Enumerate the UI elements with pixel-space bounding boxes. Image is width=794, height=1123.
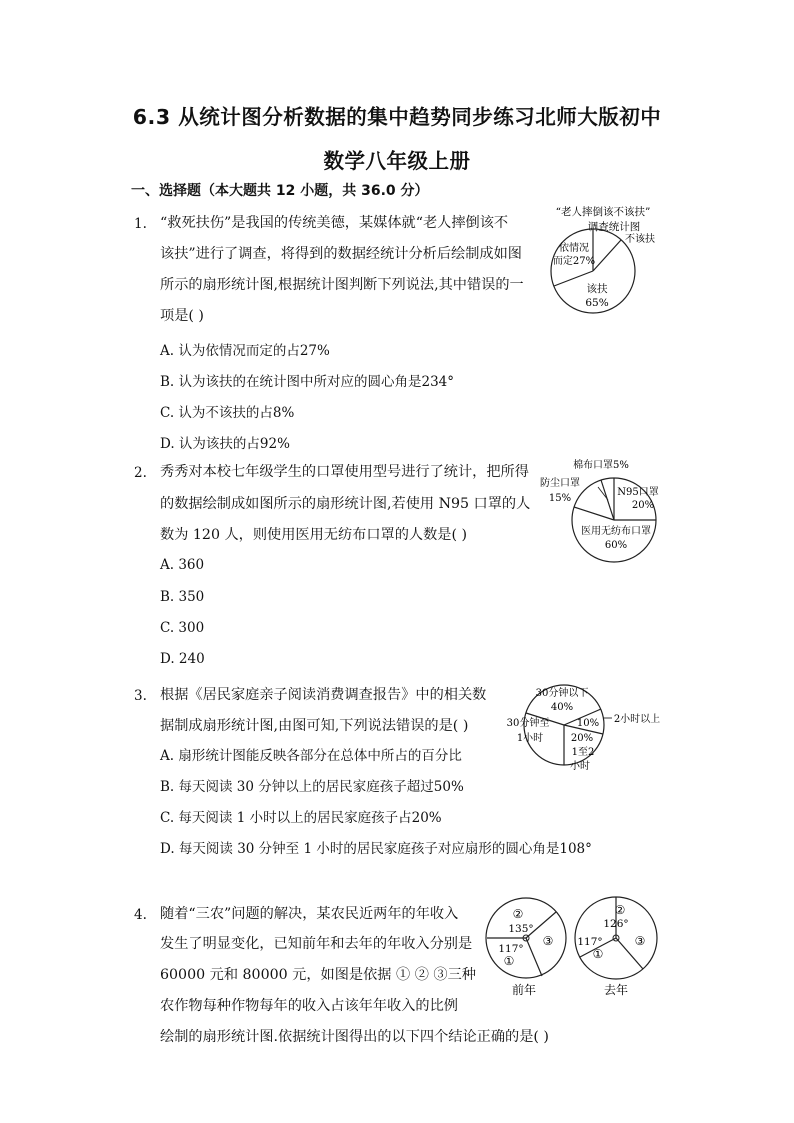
pie-divider [526, 938, 542, 976]
slice-label: 65% [585, 297, 609, 309]
option-d[interactable]: D. 每天阅读 30 分钟至 1 小时的居民家庭孩子对应扇形的圆心角是108° [160, 841, 592, 857]
option-a[interactable]: A. 扇形统计图能反映各部分在总体中所占的百分比 [160, 748, 462, 764]
slice-label: 不该扶 [625, 234, 655, 245]
slice-label: 60% [604, 540, 628, 551]
slice-label: ③ [634, 934, 646, 948]
pie-divider [574, 507, 614, 520]
slice-label: 30分钟以下 [535, 688, 589, 699]
option-d[interactable]: D. 240 [160, 651, 205, 667]
pie-divider [593, 240, 621, 271]
question-text-line: 该扶”进行了调查，将得到的数据经统计分析后绘制成如图 [160, 246, 522, 262]
question-number: 3. [134, 688, 147, 704]
slice-label: 2小时以上 [613, 714, 661, 725]
chart-caption: 前年 [511, 983, 537, 997]
option-c[interactable]: C. 每天阅读 1 小时以上的居民家庭孩子占20% [160, 810, 442, 826]
question-text-line: 根据《居民家庭亲子阅读消费调查报告》中的相关数 [160, 687, 487, 703]
question-text-line: 发生了明显变化，已知前年和去年的年收入分别是 [160, 936, 473, 952]
slice-label: 棉布口罩5% [573, 460, 629, 471]
slice-label: 1小时 [516, 733, 544, 744]
option-a[interactable]: A. 360 [160, 557, 205, 573]
question-text-line: 数为 120 人，则使用医用无纺布口罩的人数是( ) [160, 527, 468, 543]
pie-chart-q1 [530, 200, 670, 325]
slice-label: 126° [603, 918, 629, 930]
pie-chart-q4-last-year [570, 890, 665, 1000]
question-text-line: 的数据绘制成如图所示的扇形统计图,若使用 N95 口罩的人 [160, 496, 531, 512]
question-number: 1. [134, 216, 147, 232]
slice-label: 该扶 [586, 283, 608, 295]
question-number: 4. [134, 907, 147, 923]
doc-title-line1: 6.3 从统计图分析数据的集中趋势同步练习北师大版初中 [132, 105, 662, 129]
slice-label: 医用无纺布口罩 [581, 526, 651, 537]
slice-label: 1至2 [571, 747, 595, 758]
slice-label: 117° [577, 936, 603, 948]
slice-label: 15% [548, 493, 572, 504]
slice-label: 20% [631, 500, 655, 511]
question-number: 2. [134, 465, 147, 481]
option-a[interactable]: A. 认为依情况而定的占27% [160, 343, 330, 359]
slice-label: 30分钟至 [506, 718, 550, 729]
slice-label: 20% [570, 733, 594, 744]
question-text-line: “救死扶伤”是我国的传统美德，某媒体就“老人摔倒该不 [160, 215, 509, 231]
slice-label: 117° [498, 943, 524, 955]
slice-label: 10% [576, 718, 600, 729]
option-b[interactable]: B. 认为该扶的在统计图中所对应的圆心角是234° [160, 374, 455, 390]
slice-label: 135° [508, 923, 534, 935]
option-b[interactable]: B. 350 [160, 589, 205, 605]
slice-label: 依情况 [559, 243, 589, 254]
question-text-line: 60000 元和 80000 元，如图是依据 ① ② ③三种 [160, 967, 476, 983]
question-text-line: 项是( ) [160, 308, 204, 324]
slice-label: 40% [550, 702, 574, 713]
option-c[interactable]: C. 认为不该扶的占8% [160, 405, 295, 421]
slice-label: ② [614, 903, 626, 917]
pie-chart-q2 [530, 452, 665, 567]
doc-title-line2: 数学八年级上册 [323, 149, 471, 173]
slice-label: ② [512, 907, 524, 921]
question-text-line: 随着“三农”问题的解决，某农民近两年的年收入 [160, 906, 459, 922]
slice-label: ① [503, 954, 515, 968]
leader-line [598, 487, 608, 500]
option-c[interactable]: C. 300 [160, 620, 205, 636]
question-text-line: 秀秀对本校七年级学生的口罩使用型号进行了统计，把所得 [160, 464, 529, 480]
question-text-line: 农作物每种作物每年的收入占该年年收入的比例 [160, 998, 458, 1014]
question-text-line: 所示的扇形统计图,根据统计图判断下列说法,其中错误的一 [160, 277, 524, 293]
slice-label: 防尘口罩 [540, 478, 580, 489]
pie-chart-q4-prev-year [482, 890, 572, 1000]
slice-label: ① [592, 947, 604, 961]
slice-label: 小时 [570, 761, 590, 772]
option-b[interactable]: B. 每天阅读 30 分钟以上的居民家庭孩子超过50% [160, 779, 464, 795]
question-text-line: 据制成扇形统计图,由图可知,下列说法错误的是( ) [160, 718, 469, 734]
chart-subtitle: 调查统计图 [587, 221, 641, 233]
question-text-line: 绘制的扇形统计图.依据统计图得出的以下四个结论正确的是( ) [160, 1029, 549, 1045]
chart-title: “老人摔倒该不该扶” [555, 206, 651, 218]
slice-label: ③ [542, 934, 554, 948]
option-d[interactable]: D. 认为该扶的占92% [160, 436, 290, 452]
pie-chart-q3 [500, 678, 665, 778]
slice-label: N95口罩 [617, 487, 659, 498]
slice-label: 而定27% [552, 256, 596, 267]
chart-caption: 去年 [603, 983, 629, 997]
section-header: 一、选择题（本大题共 12 小题，共 36.0 分） [131, 183, 429, 199]
